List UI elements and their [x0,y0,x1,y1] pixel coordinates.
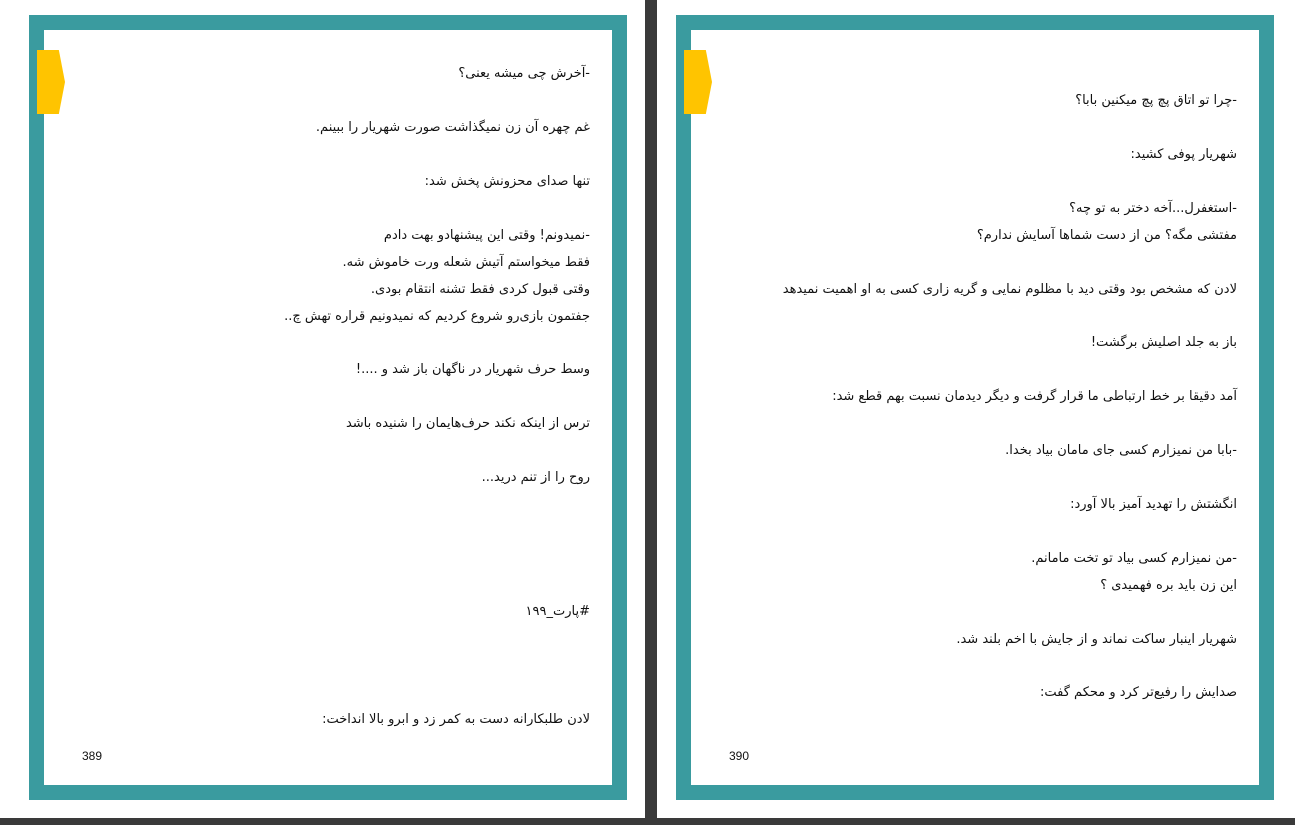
page-left [0,0,645,818]
text-line: شهریار اینبار ساکت نماند و از جایش با اخم بلند شد. [956,632,1237,647]
text-line: ترس از اینکه نکند حرف‌هایمان را شنیده باشد [345,416,590,431]
text-line: -من نمیزارم کسی بیاد تو تخت مامانم. [1031,551,1237,566]
page-frame [29,15,627,800]
part-heading: #پارت_۱۹۹ [525,604,590,619]
text-line: مفتشی مگه؟ من از دست شماها آسایش ندارم؟ [976,228,1237,243]
text-line: این زن باید بره فهمیدی ؟ [1100,578,1237,593]
text-line: تنها صدای محزونش پخش شد: [424,174,590,189]
text-line: لادن که مشخص بود وقتی دید با مظلوم نمایی و گریه زاری کسی به او اهمیت نمیدهد [782,282,1237,297]
text-line: روح را از تنم درید... [481,470,590,485]
text-line: صدایش را رفیع‌تر کرد و محکم گفت: [1040,685,1237,700]
text-line: شهریار پوفی کشید: [1130,147,1237,162]
page-inner [44,30,612,785]
page-inner [691,30,1259,785]
text-line: باز به جلد اصلیش برگشت! [1090,335,1237,350]
text-line: آمد دقیقا بر خط ارتباطی ما قرار گرفت و دیگر دیدمان نسبت بهم قطع شد: [832,389,1237,404]
text-line: فقط میخواستم آتیش شعله ورت خاموش شه. [342,255,590,270]
text-line: -چرا تو اتاق پچ پچ میکنین بابا؟ [1075,93,1237,108]
page-content [44,30,612,785]
text-line: -استغفرل...آخه دختر به تو چه؟ [1069,201,1237,216]
text-line: لادن طلبکارانه دست به کمر زد و ابرو بالا انداخت: [322,712,590,727]
text-line: انگشتش را تهدید آمیز بالا آورد: [1070,497,1237,512]
text-line: وقتی قبول کردی فقط تشنه انتقام بودی. [370,282,590,297]
page-frame [676,15,1274,800]
text-line: -بابا من نمیزارم کسی جای مامان بیاد بخدا. [1005,443,1237,458]
text-line: -نمیدونم! وقتی این پیشنهادو بهت دادم [383,228,590,243]
page-number: 389 [82,749,103,763]
text-line: جفتمون بازی‌رو شروع کردیم که نمیدونیم قراره تهش چ.. [284,309,590,324]
page-right [657,0,1295,818]
page-content [691,30,1259,785]
text-line: غم چهره آن زن نمیگذاشت صورت شهریار را ببینم. [315,120,590,135]
text-line: وسط حرف شهریار در ناگهان باز شد و ....! [355,362,590,377]
text-line: -آخرش چی میشه یعنی؟ [458,66,590,81]
page-number: 390 [729,749,750,763]
